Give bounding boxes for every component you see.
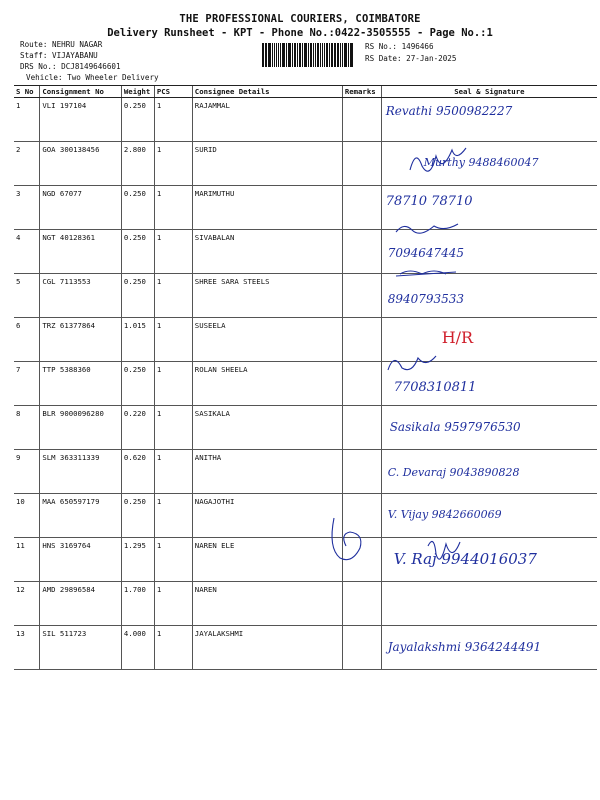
- cell-consignee: ROLAN SHEELA: [192, 362, 342, 406]
- rs-number: RS No.: 1496466: [365, 42, 434, 51]
- cell-sno: 6: [14, 318, 40, 362]
- cell-signature: [381, 142, 597, 186]
- cell-sno: 13: [14, 626, 40, 670]
- staff-label: Staff: VIJAYABANU: [20, 51, 98, 60]
- barcode-bar: [266, 43, 267, 67]
- cell-remarks: [342, 450, 381, 494]
- table-row: [14, 142, 597, 186]
- barcode: [262, 43, 354, 67]
- handwritten-signature: Revathi 9500982227: [385, 104, 513, 118]
- barcode-bar: [334, 43, 335, 67]
- cell-pcs: 1: [154, 450, 192, 494]
- cell-consignee: MARIMUTHU: [192, 186, 342, 230]
- cell-weight: 0.220: [121, 406, 154, 450]
- handwritten-signature: V. Vijay 9842660069: [387, 508, 502, 521]
- handwritten-signature: V. Raj 9944016037: [393, 550, 537, 568]
- cell-signature: [381, 274, 597, 318]
- cell-weight: 0.250: [121, 230, 154, 274]
- cell-signature: [381, 230, 597, 274]
- handwritten-signature: C. Devaraj 9043890828: [387, 466, 520, 479]
- cell-weight: 2.800: [121, 142, 154, 186]
- cell-consignee: NAREN: [192, 582, 342, 626]
- barcode-bar: [310, 43, 312, 67]
- runsheet-subtitle: Delivery Runsheet - KPT - Phone No.:0422-3505555 - Page No.:1: [107, 27, 493, 39]
- cell-pcs: 1: [154, 494, 192, 538]
- barcode-bar: [276, 43, 277, 67]
- cell-signature: [381, 626, 597, 670]
- barcode-bar: [335, 43, 336, 67]
- barcode-bar: [324, 43, 325, 67]
- cell-signature: [381, 98, 597, 142]
- handwritten-signature: Jayalakshmi 9364244491: [387, 640, 542, 654]
- cell-consignment: TRZ 61377864: [40, 318, 122, 362]
- cell-signature: [381, 582, 597, 626]
- cell-signature: [381, 406, 597, 450]
- barcode-bar: [272, 43, 273, 67]
- cell-consignment: SIL 511723: [40, 626, 122, 670]
- barcode-bar: [322, 43, 323, 67]
- handwritten-signature: 8940793533: [387, 292, 465, 306]
- cell-consignment: GOA 300138456: [40, 142, 122, 186]
- cell-consignee: SASIKALA: [192, 406, 342, 450]
- barcode-bar: [315, 43, 316, 67]
- barcode-bar: [265, 43, 266, 67]
- handwritten-signature: H/R: [441, 328, 474, 347]
- cell-pcs: 1: [154, 318, 192, 362]
- cell-signature: [381, 186, 597, 230]
- cell-sno: 7: [14, 362, 40, 406]
- cell-pcs: 1: [154, 186, 192, 230]
- table-row: [14, 538, 597, 582]
- cell-weight: 1.015: [121, 318, 154, 362]
- cell-sno: 11: [14, 538, 40, 582]
- table-row: [14, 406, 597, 450]
- cell-weight: 1.295: [121, 538, 154, 582]
- col-pcs: PCS: [154, 86, 192, 98]
- cell-consignee: RAJAMMAL: [192, 98, 342, 142]
- barcode-bar: [351, 43, 353, 67]
- cell-signature: [381, 450, 597, 494]
- handwritten-signature: Murthy 9488460047: [423, 156, 539, 169]
- barcode-bar: [286, 43, 287, 67]
- cell-consignee: SUSEELA: [192, 318, 342, 362]
- barcode-bar: [348, 43, 349, 67]
- barcode-bar: [326, 43, 328, 67]
- barcode-bar: [305, 43, 307, 67]
- table-row: [14, 450, 597, 494]
- cell-weight: 0.250: [121, 362, 154, 406]
- barcode-bar: [262, 43, 264, 67]
- cell-sno: 1: [14, 98, 40, 142]
- handwritten-signature: 7708310811: [393, 380, 477, 395]
- barcode-bar: [329, 43, 330, 67]
- cell-weight: 0.250: [121, 494, 154, 538]
- cell-remarks: [342, 274, 381, 318]
- cell-pcs: 1: [154, 582, 192, 626]
- cell-consignee: NAREN ELE: [192, 538, 342, 582]
- barcode-bar: [297, 43, 298, 67]
- handwritten-signature: 78710 78710: [385, 194, 473, 209]
- barcode-bar: [320, 43, 322, 67]
- cell-remarks: [342, 626, 381, 670]
- cell-consignee: ANITHA: [192, 450, 342, 494]
- barcode-bar: [317, 43, 319, 67]
- cell-remarks: [342, 98, 381, 142]
- cell-consignment: TTP 5388360: [40, 362, 122, 406]
- cell-pcs: 1: [154, 230, 192, 274]
- cell-sno: 4: [14, 230, 40, 274]
- cell-weight: 0.620: [121, 450, 154, 494]
- handwritten-signature: 7094647445: [387, 246, 465, 260]
- cell-sno: 8: [14, 406, 40, 450]
- rs-date: RS Date: 27-Jan-2025: [365, 54, 457, 63]
- runsheet-table: [14, 85, 597, 670]
- cell-remarks: [342, 406, 381, 450]
- cell-consignee: SIVABALAN: [192, 230, 342, 274]
- cell-weight: 0.250: [121, 274, 154, 318]
- col-weight: Weight: [121, 86, 154, 98]
- table-row: [14, 362, 597, 406]
- table-row: [14, 186, 597, 230]
- cell-consignment: CGL 7113553: [40, 274, 122, 318]
- table-row: [14, 582, 597, 626]
- cell-pcs: 1: [154, 406, 192, 450]
- cell-consignment: AMD 29896584: [40, 582, 122, 626]
- cell-consignment: SLM 363311339: [40, 450, 122, 494]
- cell-sno: 5: [14, 274, 40, 318]
- cell-remarks: [342, 318, 381, 362]
- barcode-bar: [344, 43, 346, 67]
- cell-consignee: SURID: [192, 142, 342, 186]
- barcode-bar: [288, 43, 289, 67]
- cell-consignee: NAGAJOTHI: [192, 494, 342, 538]
- cell-consignment: MAA 650597179: [40, 494, 122, 538]
- table-row: [14, 626, 597, 670]
- cell-sno: 10: [14, 494, 40, 538]
- route-label: Route: NEHRU NAGAR: [20, 40, 103, 49]
- cell-consignment: BLR 9000096280: [40, 406, 122, 450]
- cell-pcs: 1: [154, 362, 192, 406]
- cell-remarks: [342, 186, 381, 230]
- table-row: [14, 230, 597, 274]
- barcode-bar: [308, 43, 309, 67]
- cell-weight: 1.700: [121, 582, 154, 626]
- table-row: [14, 274, 597, 318]
- cell-weight: 4.000: [121, 626, 154, 670]
- cell-signature: [381, 494, 597, 538]
- cell-signature: [381, 318, 597, 362]
- cell-signature: [381, 538, 597, 582]
- vehicle-label: Vehicle: Two Wheeler Delivery: [26, 73, 159, 82]
- drs-number: DRS No.: DCJ8149646601: [20, 62, 121, 71]
- table-row: [14, 98, 597, 142]
- col-consignment: Consignment No: [40, 86, 122, 98]
- cell-remarks: [342, 538, 381, 582]
- cell-consignment: VLI 197104: [40, 98, 122, 142]
- barcode-bar: [274, 43, 276, 67]
- col-signature: Seal & Signature: [381, 86, 597, 98]
- barcode-bar: [292, 43, 293, 67]
- company-title: THE PROFESSIONAL COURIERS, COIMBATORE: [179, 13, 421, 25]
- barcode-bar: [280, 43, 282, 67]
- barcode-bar: [313, 43, 314, 67]
- barcode-bar: [289, 43, 291, 67]
- cell-consignment: NGD 67077: [40, 186, 122, 230]
- barcode-bar: [342, 43, 344, 67]
- cell-sno: 12: [14, 582, 40, 626]
- barcode-bar: [331, 43, 333, 67]
- barcode-bar: [302, 43, 303, 67]
- table-header-row: [14, 86, 597, 98]
- barcode-bar: [350, 43, 351, 67]
- cell-remarks: [342, 494, 381, 538]
- barcode-bar: [337, 43, 339, 67]
- cell-sno: 2: [14, 142, 40, 186]
- table-row: [14, 494, 597, 538]
- col-sno: S No: [14, 86, 40, 98]
- barcode-bar: [304, 43, 305, 67]
- cell-weight: 0.250: [121, 98, 154, 142]
- cell-consignment: HNS 3169764: [40, 538, 122, 582]
- cell-remarks: [342, 582, 381, 626]
- cell-sno: 9: [14, 450, 40, 494]
- barcode-bar: [278, 43, 279, 67]
- cell-remarks: [342, 142, 381, 186]
- table-row: [14, 318, 597, 362]
- cell-weight: 0.250: [121, 186, 154, 230]
- cell-consignee: SHREE SARA STEELS: [192, 274, 342, 318]
- barcode-bar: [282, 43, 284, 67]
- barcode-bar: [340, 43, 341, 67]
- barcode-bar: [268, 43, 270, 67]
- cell-pcs: 1: [154, 142, 192, 186]
- cell-pcs: 1: [154, 538, 192, 582]
- handwritten-signature: Sasikala 9597976530: [389, 420, 521, 434]
- cell-pcs: 1: [154, 274, 192, 318]
- cell-remarks: [342, 230, 381, 274]
- barcode-bar: [299, 43, 301, 67]
- cell-consignment: NGT 40128361: [40, 230, 122, 274]
- cell-signature: [381, 362, 597, 406]
- cell-pcs: 1: [154, 626, 192, 670]
- col-remarks: Remarks: [342, 86, 381, 98]
- barcode-bar: [294, 43, 296, 67]
- cell-pcs: 1: [154, 98, 192, 142]
- cell-remarks: [342, 362, 381, 406]
- cell-consignee: JAYALAKSHMI: [192, 626, 342, 670]
- col-consignee: Consignee Details: [192, 86, 342, 98]
- cell-sno: 3: [14, 186, 40, 230]
